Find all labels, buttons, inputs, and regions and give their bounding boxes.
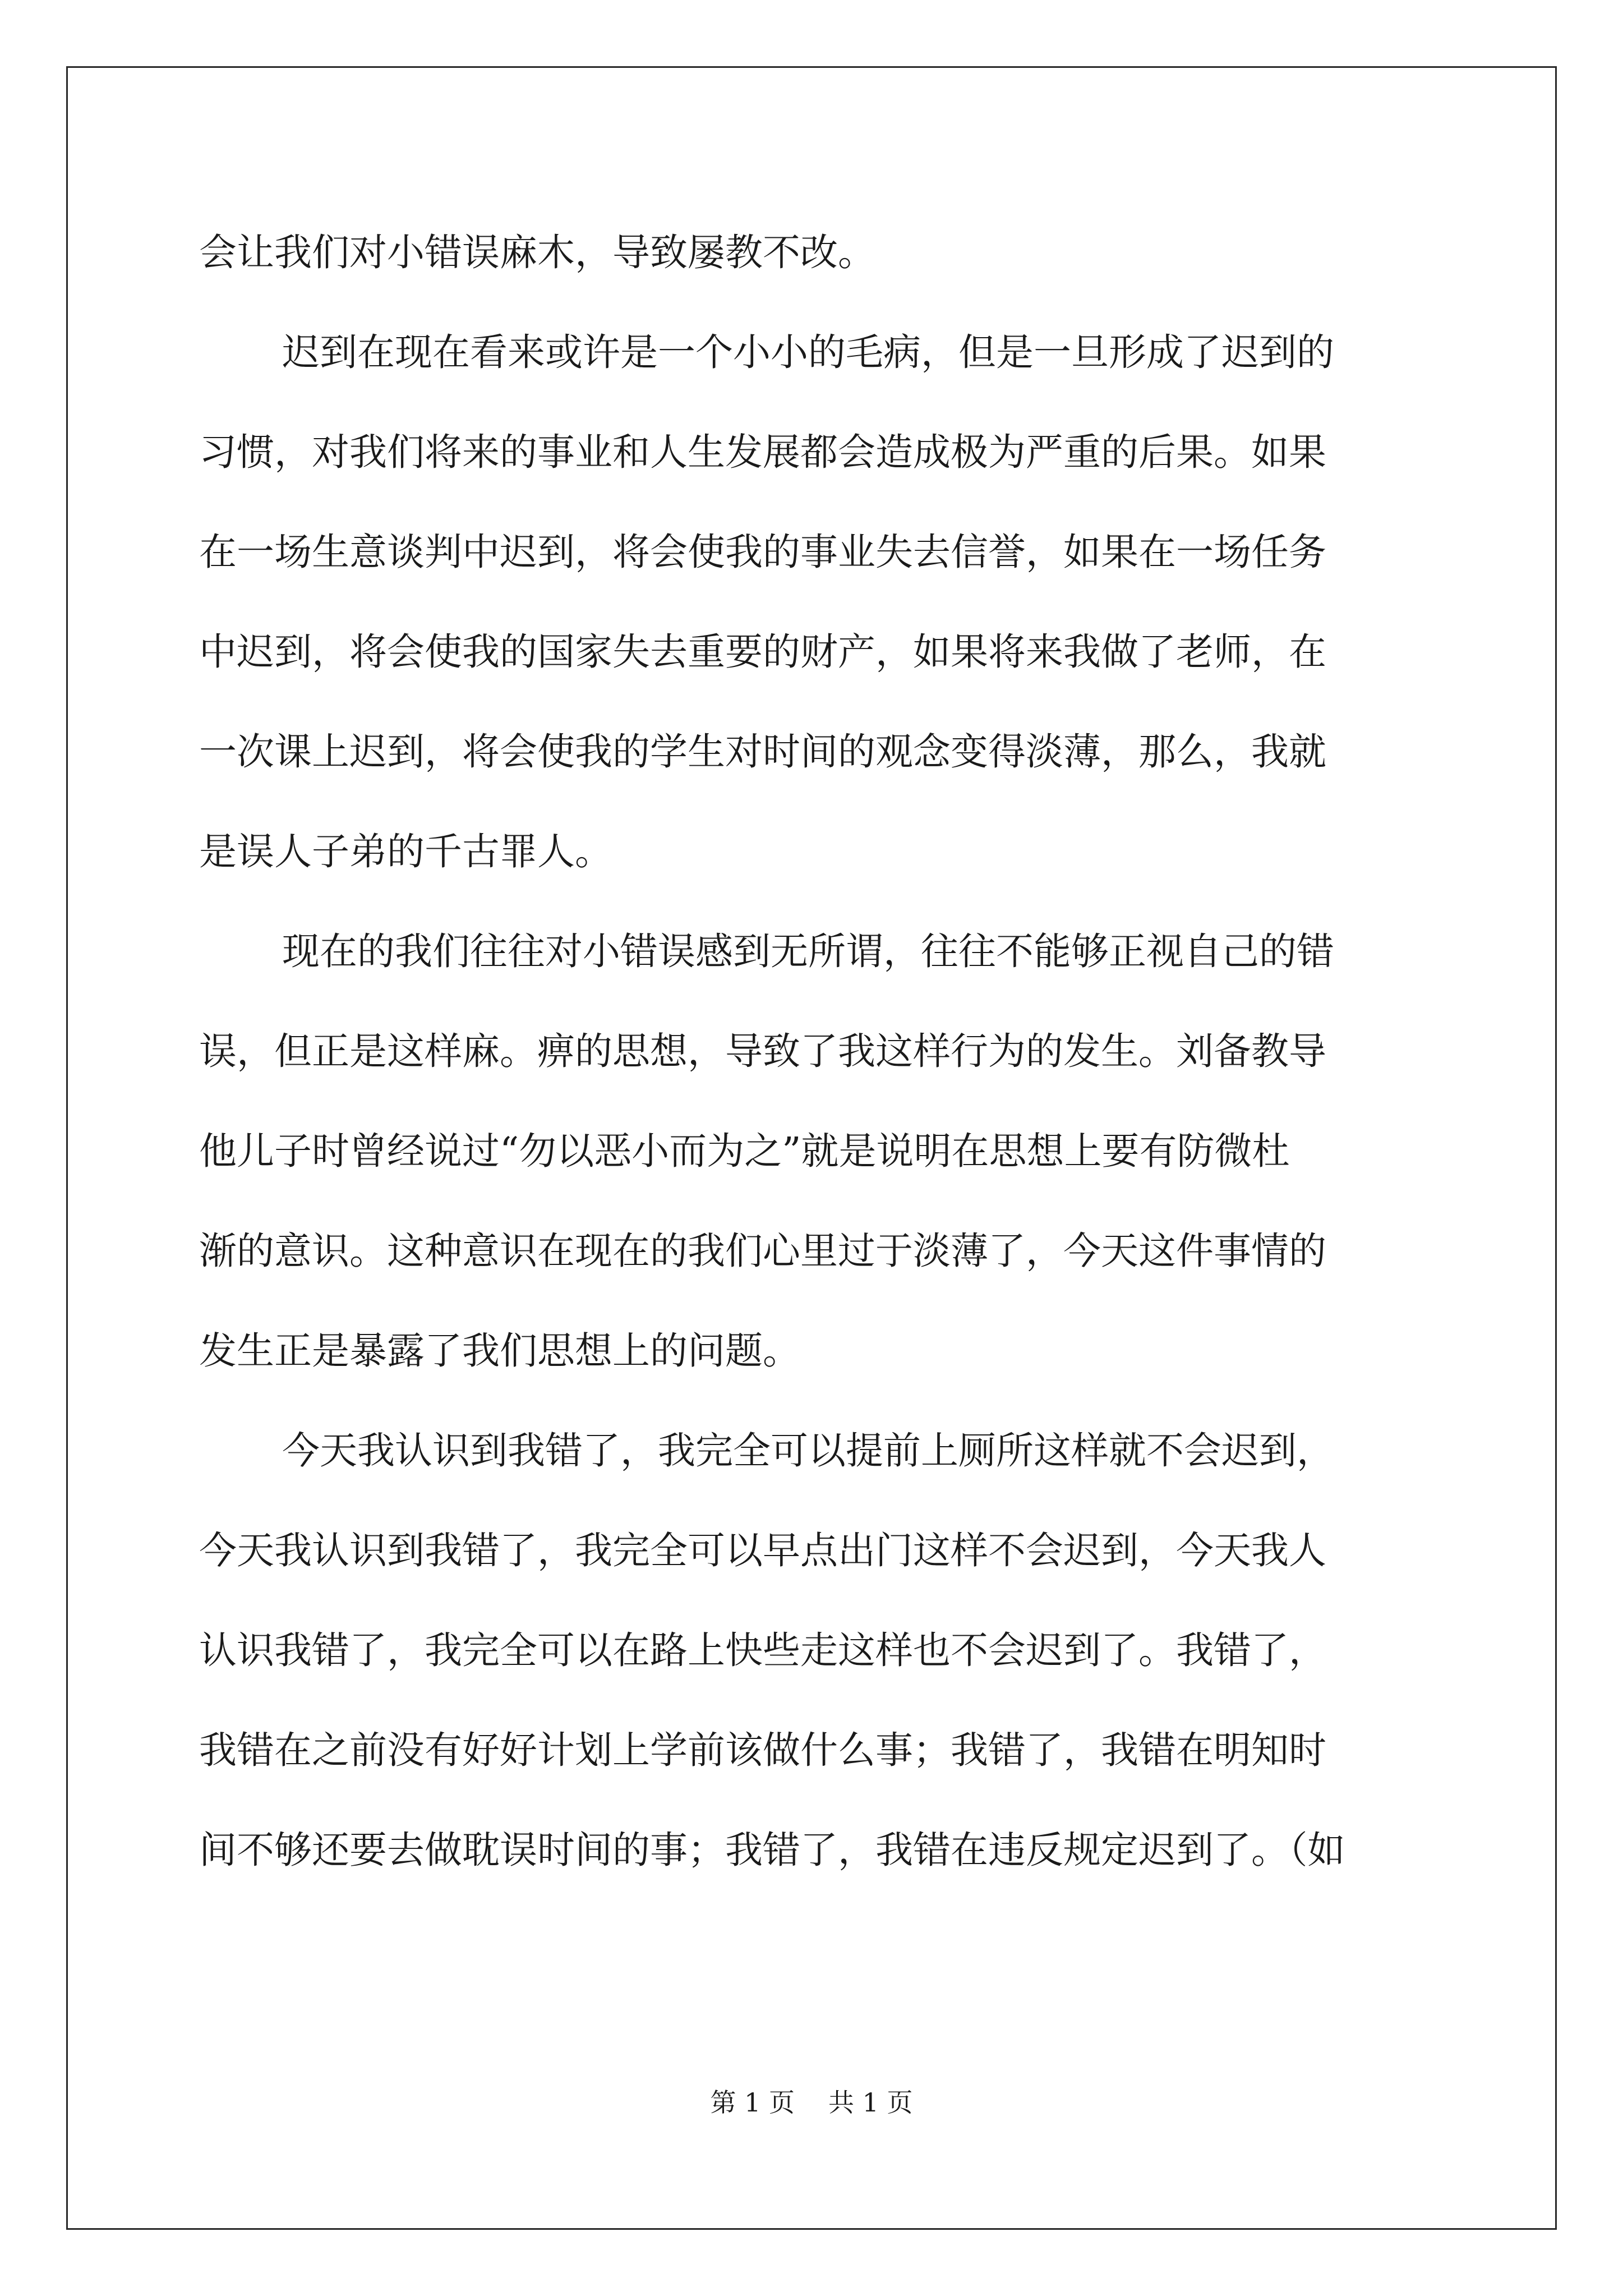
text-line: 一次课上迟到，将会使我的学生对时间的观念变得淡薄，那么，我就 [199, 730, 1326, 774]
text-line: 现在的我们往往对小错误感到无所谓，往往不能够正视自己的错 [282, 930, 1334, 973]
text-line: 是误人子弟的千古罪人。 [199, 830, 612, 873]
text-line: 他儿子时曾经说过“勿以恶小而为之”就是说明在思想上要有防微杜 [199, 1129, 1290, 1173]
text-line: 会让我们对小错误麻木，导致屡教不改。 [199, 231, 875, 274]
document-body [199, 203, 1433, 1900]
page-total: 共 1 页 [828, 2087, 913, 2118]
text-line: 发生正是暴露了我们思想上的问题。 [199, 1329, 800, 1373]
text-line: 间不够还要去做耽误时间的事；我错了，我错在违反规定迟到了。（如 [199, 1828, 1345, 1872]
text-line: 在一场生意谈判中迟到，将会使我的事业失去信誉，如果在一场任务 [199, 530, 1326, 574]
text-line: 中迟到，将会使我的国家失去重要的财产，如果将来我做了老师，在 [199, 630, 1326, 674]
page-number: 第 1 页 [710, 2087, 795, 2118]
text-line: 今天我认识到我错了，我完全可以提前上厕所这样就不会迟到， [282, 1429, 1334, 1473]
text-line: 认识我错了，我完全可以在路上快些走这样也不会迟到了。我错了， [199, 1628, 1326, 1672]
text-line: 误，但正是这样麻。痹的思想，导致了我这样行为的发生。刘备教导 [199, 1029, 1326, 1073]
text-line: 渐的意识。这种意识在现在的我们心里过于淡薄了，今天这件事情的 [199, 1229, 1326, 1273]
page-footer [0, 2086, 1623, 2119]
text-line: 今天我认识到我错了，我完全可以早点出门这样不会迟到，今天我人 [199, 1529, 1326, 1572]
text-line: 习惯，对我们将来的事业和人生发展都会造成极为严重的后果。如果 [199, 430, 1326, 474]
text-line: 我错在之前没有好好计划上学前该做什么事；我错了，我错在明知时 [199, 1728, 1326, 1772]
text-line: 迟到在现在看来或许是一个小小的毛病，但是一旦形成了迟到的 [282, 330, 1334, 374]
